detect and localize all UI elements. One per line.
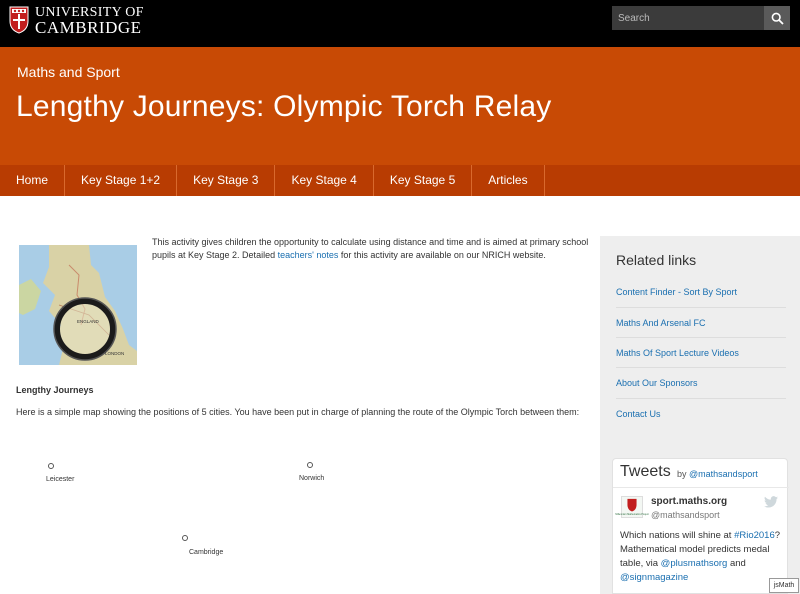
tweet-author-handle[interactable]: @mathsandsport (651, 510, 720, 520)
city-dot (307, 462, 313, 468)
tweets-by-line (677, 469, 758, 479)
intro-paragraph (152, 236, 592, 262)
tweet-text-part: and (727, 558, 746, 569)
logo-line-1: UNIVERSITY OF (35, 5, 144, 20)
tweet-text-part: Which nations will shine at (620, 530, 735, 541)
top-bar (0, 0, 800, 47)
map-label-england: ENGLAND (77, 319, 99, 324)
divider (616, 398, 786, 399)
related-link-lecture-videos[interactable]: Maths Of Sport Lecture Videos (616, 348, 739, 358)
city-dot (182, 535, 188, 541)
main-nav (0, 165, 800, 196)
avatar-caption: Millennium Mathematics Project (615, 513, 649, 517)
page-banner (0, 47, 800, 165)
map-magnifier-image (19, 245, 137, 365)
city-label: Cambridge (189, 549, 224, 556)
search-icon (771, 12, 784, 25)
nav-articles[interactable]: Articles (472, 165, 544, 196)
nav-home[interactable]: Home (0, 165, 65, 196)
section-label[interactable]: Maths and Sport (17, 64, 120, 80)
nav-key-stage-3[interactable]: Key Stage 3 (177, 165, 275, 196)
divider (616, 307, 786, 308)
search-input[interactable] (612, 6, 764, 30)
nav-key-stage-4[interactable]: Key Stage 4 (275, 165, 373, 196)
university-logo[interactable] (9, 5, 144, 35)
map-image-graphic (19, 245, 137, 365)
tweet-mention[interactable]: @signmagazine (620, 572, 689, 583)
section-paragraph: Here is a simple map showing the positions of 5 cities. You have been put in charge of planning the route of the Olympic Torch between them: (16, 407, 580, 417)
map-label-london: LONDON (105, 351, 125, 356)
teachers-notes-link[interactable]: teachers' notes (277, 250, 339, 260)
tweets-title: Tweets (620, 463, 671, 480)
logo-line-2: CAMBRIDGE (35, 18, 142, 37)
tweet-author-name[interactable]: sport.maths.org (651, 496, 728, 507)
related-link-content-finder[interactable]: Content Finder - Sort By Sport (616, 287, 738, 297)
intro-text-start: This activity gives children the opportunity to calculate using distance and time and is aimed at primary school pupils at Key Stage 2. Detailed (152, 237, 589, 260)
search-button[interactable] (764, 6, 790, 30)
city-label: Norwich (299, 475, 325, 482)
jsmath-button[interactable]: jsMath (769, 578, 799, 593)
divider (616, 337, 786, 338)
intro-text-end: for this activity are available on our NRICH website. (338, 250, 546, 260)
sidebar (600, 236, 800, 594)
city-label: Leicester (46, 476, 75, 483)
twitter-bird-icon[interactable] (764, 496, 778, 508)
crest-icon (9, 6, 29, 34)
divider (616, 367, 786, 368)
logo-wordmark (35, 5, 144, 35)
city-dot (48, 463, 54, 469)
section-heading: Lengthy Journeys (16, 385, 94, 395)
tweets-by-word: by (677, 469, 687, 479)
related-link-contact[interactable]: Contact Us (616, 409, 661, 419)
related-link-sponsors[interactable]: About Our Sponsors (616, 378, 698, 388)
page-title: Lengthy Journeys: Olympic Torch Relay (16, 90, 552, 123)
nav-key-stage-1-2[interactable]: Key Stage 1+2 (65, 165, 177, 196)
nav-key-stage-5[interactable]: Key Stage 5 (374, 165, 472, 196)
twitter-widget (612, 458, 788, 594)
tweets-by-handle[interactable]: @mathsandsport (689, 469, 758, 479)
related-links-title: Related links (616, 252, 697, 268)
tweet-mention[interactable]: @plusmathsorg (660, 558, 728, 569)
tweet-hashtag[interactable]: #Rio2016 (734, 530, 775, 541)
avatar[interactable] (615, 496, 649, 518)
related-link-arsenal[interactable]: Maths And Arsenal FC (616, 318, 706, 328)
tweet-text-part: ? Mathematical model predicts medal table, via (620, 530, 781, 569)
tweet-text (620, 529, 792, 585)
divider (613, 487, 789, 488)
